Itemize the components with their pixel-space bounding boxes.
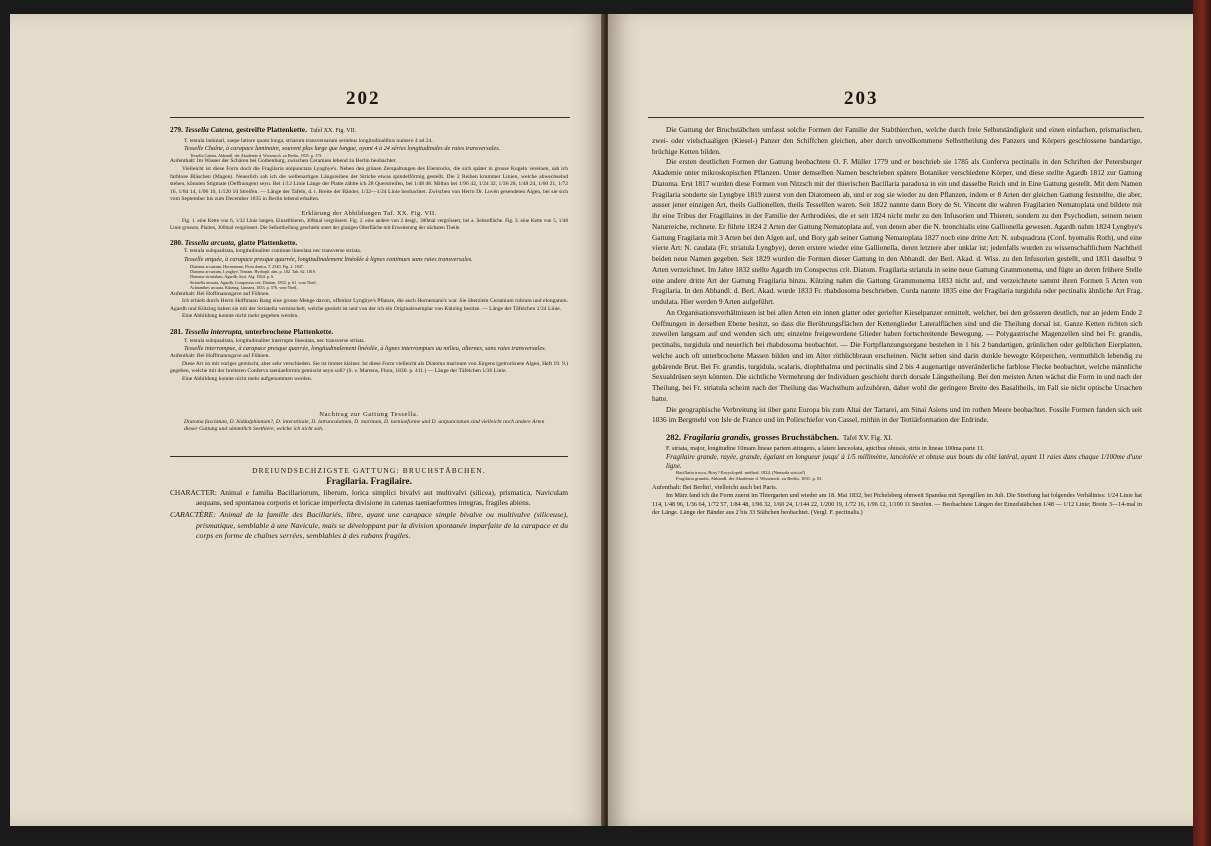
citation: Tessella Catena, Abhandl. der Akademie d. Wissensch. zu Berlin, 1835. p. 173. bbox=[190, 152, 323, 158]
section-rule bbox=[170, 456, 568, 457]
section-281-heading bbox=[170, 328, 568, 336]
species-name: Tessella arcuata, bbox=[184, 237, 236, 247]
distribution-paragraph: Die geographische Verbreitung ist über ganz Europa bis zum Altai der Tartarei, am Sinai Asiens und im rothen Meere beobachtet. Fossile Formen fanden sich seit 1836 im Bergmehl von Isle de France und im Polirschiefer von Cassel, mithin in der Tertiärformation der Erdrinde. bbox=[652, 404, 1142, 425]
latin-diagnosis: T. testula subquadrata, longitudinaliter continue lineolata nec transverse striata. bbox=[184, 248, 362, 255]
header-rule bbox=[648, 117, 1144, 118]
supplement-heading: Nachtrag zur Gattung Tessella. bbox=[319, 411, 419, 419]
citation: Diatoma striatulum, Agardh, Syst. Alg. 1824. p. 6. bbox=[190, 274, 275, 280]
section-number: 281. bbox=[170, 326, 183, 336]
organisation-paragraph: An Organisationsverhältnissen ist bei allen Arten ein innen glatter oder geriefter Kieselpanzer ermittelt, welcher, bei den grösseren deutlich, nur an jedem Ende 2 Oeffnungen in derselben Ebene besitzt, so dass die Berührungsflächen der Kettenglieder Lateralflächen sind und die Theilung dorsal ist. Ganze Ketten richten sich zuweilen langsam auf und wenden sich um; einzelne freigewordene Glieder haben fortschreitende Bewegung. — Polygastrische Magenzellen sind bei Fr. grandis, pectinalis, turgidula und neuerlich bei rhabdosoma beobachtet. — Die Fortpflanzungsorgane bestehen in 1 bis 2 bandartigen, grünlichen oder gelblichen Eierplatten, welche auch oft unterbrochene Massen bilden und im Alter röthlichbraun erscheinen. Nicht selten sind darin dunkle bewegte Körperchen, vermuthlich lebendig zu gebärende Brut. Bei Fr. grandis, turgidula, scalaris, diophthalma und pectinalis sind 2 bis 4 augenartige unveränderliche farblose Flecke beobachtet, welche männliche Sexualdrüsen seyn könnten. Die sichtliche Vermehrung der Individuen geschieht durch dorsale Längstheilung. Bei den meisten Arten wächst die Form in und nach der Theilung, bei Fr. striatula scheint nach der Theilung das Wachsthum aufzuhören, daher wohl die geringere Breite des Basaltheils, im Fall sie nicht optische Ursachen hatte. bbox=[652, 307, 1142, 403]
french-diagnosis: Fragilaire grande, rayée, grande, égalant en longueur jusqu' à 1/5 millimètre, lancéolée et obtuse aux bouts du côté latéral, ayant 11 raies dans chaque 1/100me d'une ligne. bbox=[666, 452, 1142, 470]
latin-character bbox=[170, 488, 568, 507]
left-page bbox=[10, 14, 604, 826]
french-diagnosis: Tesselle Chaîne, à carapace laminaire, souvent plus large que longue, ayant 4 à 24 séries longitudinales de raies transversales. bbox=[184, 145, 501, 153]
body-text: Ich erhielt durch Herrn Hoffmann Bang eine grosse Menge davon, offenbar Lyngbye's Pflanze, die auch Hornemann's war. Sie überzieht Ceramium rubrum und elongatum. Agardh und Kützing haben sie mit der Striatella vermischelt, welche gestielt ist und von der ich ein Originalexemplar von Kützing besitze. — Länge der Täfelchen 1/24 Linie. bbox=[170, 298, 568, 312]
character-text: Animal e familia Bacillariorum, liberum, lorica simplici bivalvi aut multivalvi (silicea), prismatica, Naviculam aequans, sed spontanea corporis et loricae imperfecta divisione in catenas taeniaeformes integras, fragiles abiens. bbox=[196, 488, 568, 507]
german-name: gestreifte Plattenkette. bbox=[236, 125, 307, 134]
caractere-label: CARACTÈRE: bbox=[170, 510, 216, 520]
body-text: Eine Abbildung konnte nicht mehr aufgenommen werden. bbox=[182, 375, 313, 382]
citation: Bacillaria trosca, Bory? Encyclopéd. méthod. 1824. (Nemoda stricta?) bbox=[676, 470, 806, 476]
habitat: Aufenthalt: Bei Berlin!, vielleicht auch bei Paris. bbox=[652, 483, 778, 491]
right-content bbox=[652, 125, 1142, 518]
latin-diagnosis: T. testula laminari, saepe latiore quam longa, striarum transversarum seriebus longitudinalibus numero 4 ad 24. bbox=[184, 137, 433, 144]
page-number: 203 bbox=[844, 88, 879, 109]
section-number: 282. bbox=[666, 432, 682, 442]
right-page bbox=[608, 14, 1193, 826]
header-rule bbox=[170, 117, 570, 118]
caractere-text: Animal de la famille des Bacillariés, libre, ayant une carapace simple bivalve ou multivalve (siliceuse), prismatique, semblable à une Navicule, mais se développant par la division spontanée imparfaite de la carapace et du corps en forme de chaînes serrées, semblables à des rubans fragiles. bbox=[196, 510, 568, 541]
german-name: glatte Plattenkette. bbox=[237, 237, 298, 247]
habitat: Aufenthalt: Im Wasser der Schären bei Gothenburg, zwischen Ceramien lebend zu Berlin beobachtet. bbox=[170, 158, 397, 165]
section-279-heading bbox=[170, 126, 568, 136]
german-name: unterbrochene Plattenkette. bbox=[245, 326, 334, 336]
habitat: Aufenthalt: Bei Hoffmannsgave auf Fühnen. bbox=[170, 352, 270, 359]
citation: Diatoma arcuatum, Lyngbye, Tentam. Hydroph. dan. p. 182. Tab. 62. 1819. bbox=[190, 268, 317, 274]
history-paragraph: Die ersten deutlichen Formen der Gattung beobachtete O. F. Müller 1779 und er beschrieb sie 1785 als Conferva pectinalis in den Schriften der Petersburger Akademie unter mikroskopischen Pflanzen. Unter demselben Namen beschrieben spätere Botaniker verschiedene Körper, und diese stellte Agardh 1812 zur Gattung Diatoma. Erst 1817 wurden diese Formen von Nitzsch mit der thierischen Bacillaria paradoxa in ein und dasselbe Reich und in Eine Gattung gestellt. Mit dem Namen Fragilaria sonderte sie Lyngbye 1819 zuerst von den Diatomeen ab, und er zog sie wieder zu den Pflanzen, indem er 8 Arten der gleichen Gattung feststellte, die aber, ausser jener einzigen Art, theils Gallionellen, theils Tesselllen waren. Seit 1822 nannte dann Bory de St. Vincent die wahren Fragilarien Nematoplata und bildete mit ihr eine Tribus der Fragillaires in der Familie der Arthrodiées, die er seit 1824 nicht mehr zu den Infusorien und Thieren, sondern zu den Psychodien, seinem neuen Naturreiche, rechnete. Er führte 1824 2 Arten der Gattung Nematoplata auf, von denen aber die N. bronchialis eine Gallionella gewesen. Agardh nahm 1824 Lyngbye's Gattung Fragilaria mit 3 Arten bei den Algen auf, und Bory gab seiner Gattung Nematoplata 1827 noch eine dritte Art: N. subquadrata (Conf. hyemalis Roth), und eine vierte Art: N. caudata (Fr. striatula Lyngbye), deren erstere wieder eine Gallionella, deren letztere aber unklar ist; jedenfalls wurden zu wissenschaftlichem Nachtheil beiden neue Namen gegeben. Seit 1829 wurden die Formen dieser Gattung in den Abhandl. der Berl. Akad. d. Wiss. zu den Infusorien gestellt, und 1831 daselbst 9 Arten verzeichnet. Im Jahre 1832 stellte Agardh im Conspectus crit. Diatom. Fragilaria striatula in seine neue Gattung Grammonema, und fügte an deren frühere Stelle eine andere dritte Art der Gattung Fragilaria hinzu. Kützing nahm die Gattung Grammonema 1833 nicht auf, und verzeichnete sammt ihren Formen 5 Arten von Fragilaria. In den Abhandl. d. Berl. Akad. wurde 1833 Fr. rhabdosoma beschrieben. Corda nannte 1835 eine der Fragilaria turgidula oder pectinalis ähnliche Art Frag. undulata. Hier werden 9 Arten aufgeführt. bbox=[652, 157, 1142, 306]
book-spine bbox=[1193, 0, 1211, 846]
genus-title: Fragilaria. Fragilaire. bbox=[326, 475, 412, 486]
genus-chapter-heading: DREIUNDSECHZIGSTE GATTUNG: BRUCHSTÄBCHEN. bbox=[252, 466, 486, 476]
french-character bbox=[170, 510, 568, 541]
habitat: Aufenthalt: Bei Hoffmannsgave auf Fühnen. bbox=[170, 290, 270, 297]
french-diagnosis: Tesselle interrompue, à carapace presque quarrée, longitudinalement linéolée, à lignes interrompues au milieu, alternes, sans raies transversales. bbox=[184, 345, 547, 353]
plate-ref: Tafel XV. Fig. XI. bbox=[842, 435, 893, 442]
species-name: Fragilaria grandis, bbox=[683, 432, 752, 442]
plate-ref: Tafel XX. Fig. VII. bbox=[309, 128, 357, 134]
german-name: grosses Bruchstäbchen. bbox=[753, 432, 839, 442]
body-text: Diese Art ist mit voriger gemischt, aber sehr verschieden. Sie ist immer kleiner. Ist diese Form vielleicht als Diatoma marinum von Jürgens (getrocknete Algen, Heft 19. 9.) gegeben, welche mit der breiteren Conferva taeniaeformis gemischt seyn soll? (S. v. Martens, Flora, 1830. p. 411.) — Länge der Täfelchen 1/36 Linie. bbox=[170, 360, 568, 375]
french-diagnosis: Tesselle arquée, à carapace presque quarrée, longitudinalement linéolée à lignes continues sans raies transversales. bbox=[184, 255, 473, 263]
section-number: 280. bbox=[170, 237, 183, 247]
citation: Striatella arcuata, Agardh, Conspectus crit. Diatom. 1832. p. 61. vom Theil. bbox=[190, 279, 317, 285]
latin-diagnosis: T. testula subquadrata, longitudinaliter interrupte lineolata, nec transverse striata. bbox=[184, 337, 366, 344]
species-name: Tessella interrupta, bbox=[184, 326, 244, 336]
figure-explanation: Fig. 1. eine Kette von 6, 1/32 Linie langen, Einzelthieren, 300mal vergrössert. Fig. 2. eine andere von 2 desgl., 300mal vergrössert, bei a. Seitenfläche. Fig. 3. eine Kette von 5, 1/48 Linie grossen, Platten, 300mal vergrössert. Die Selbsttheilung geschieht unter der glasigen Oberfläche mit Erweiterung der nächsten Theile. bbox=[170, 217, 568, 231]
citation: Fragilaria grandis, Abhandl. der Akademie d. Wissensch. zu Berlin, 1831. p. 81. bbox=[676, 476, 823, 482]
citation: Achnanthes arcuata, Kützing, Linnaea, 1833. p. 576. vom Theil. bbox=[190, 285, 298, 291]
latin-diagnosis: F. striata, major, longitudine 10mam lineae partem attingens, a latere lanceolata, apicibus obtusis, striis in lineae 100ma parte 11. bbox=[666, 444, 985, 452]
species-name: Tessella Catena, bbox=[184, 125, 235, 134]
section-282-heading bbox=[652, 432, 1142, 445]
body-text: Im März fand ich die Form zuerst im Thiergarten und wieder am 18. Mai 1832, bei Pichelsberg ohnweit Spandau mit Spongillen im Juli. Die Streifung hat folgendes Verhältniss: 1/24 Linie hat 114, 1/48 96, 1/36 64, 1/72 57, 1/84 48, 1/96 32, 1/60 24, 1/144 22, 1/200 19, 1/72 16, 1/96 12, 1/100 11 Streifen. — Beobachtete Längen der Einzelstäbchen 1/48 — 1/12 Linie; Breite 3—14-mal in der Länge. Länge der Bänder aus 2 bis 33 Stäbchen beobachtet. (Vergl. F. pectinalis.) bbox=[652, 492, 1142, 517]
intro-paragraph: Die Gattung der Bruchstäbchen umfasst solche Formen der Familie der Stabthierchen, welche durch freie Selbstständigkeit und einen einfachen, prismatischen, zwei- oder vielschaaligen (Kiesel-) Panzer den Schiffchen gleichen, aber durch unvollkommene Selbsttheilung des Panzers und Körpers geschlossene bandartige, brüchige Ketten bilden. bbox=[652, 125, 1142, 156]
section-280-heading bbox=[170, 239, 568, 247]
left-content bbox=[170, 126, 568, 542]
section-number: 279. bbox=[170, 125, 183, 134]
body-text: Vielleicht ist diese Form doch die Fragilaria unipunctata Lyngbye's. Neben den grünen Zerspaltungen des Eierstocks, die sich später in grosse Kugeln vereinen, sah ich farblose Bläschen (Magen). Neuerlich sah ich die wellenartigen Längsreihen der Striche etwas spindelförmig gestellt. Die 2 Reihen krummer Linien, welche abwechselnd stehen, könnten Stigmate (Oeffnungen) seyn. Bei 1/12 Linie Länge der Platte zählte ich 28 Querstreifen, bei 1/48 48. Mithin bei 1/96 42, 1/24 32, 1/36 28, 1/48 24, 1/60 21, 1/72 16, 1/84 14, 1/96 10, 1/120 10 Streifen. — Länge der Tafeln, d. i. Breite der Bänder, 1/32—1/24 Linie beobachtet. Zwischen von Herrn Dr. Lovén gesendeten Algen, bei sie sich vom September bis zum December 1835 in Berlin lebend erhalten. bbox=[170, 165, 568, 203]
character-label: CHARACTER: bbox=[170, 488, 217, 498]
citation: Diatoma arcuatum, Hornemann, Flora danica, T. 2340. Fig. 2. 1847. bbox=[190, 263, 304, 269]
page-number: 202 bbox=[346, 88, 381, 109]
figure-explanation-heading: Erklärung der Abbildungen Taf. XX. Fig. VII. bbox=[301, 209, 437, 217]
body-text: Eine Abbildung konnte nicht mehr gegeben werden. bbox=[182, 313, 299, 320]
supplement-text: Diatoma fasciatum, D. biddulphianum?, D. interstitiale, D. latrunculatium, D. marinum, D. taeniaeforme und D. unipunctatum sind vielleicht noch andere Arten dieser Gattung und sämmtlich Seethiere, welche ich nicht sah. bbox=[184, 418, 545, 433]
